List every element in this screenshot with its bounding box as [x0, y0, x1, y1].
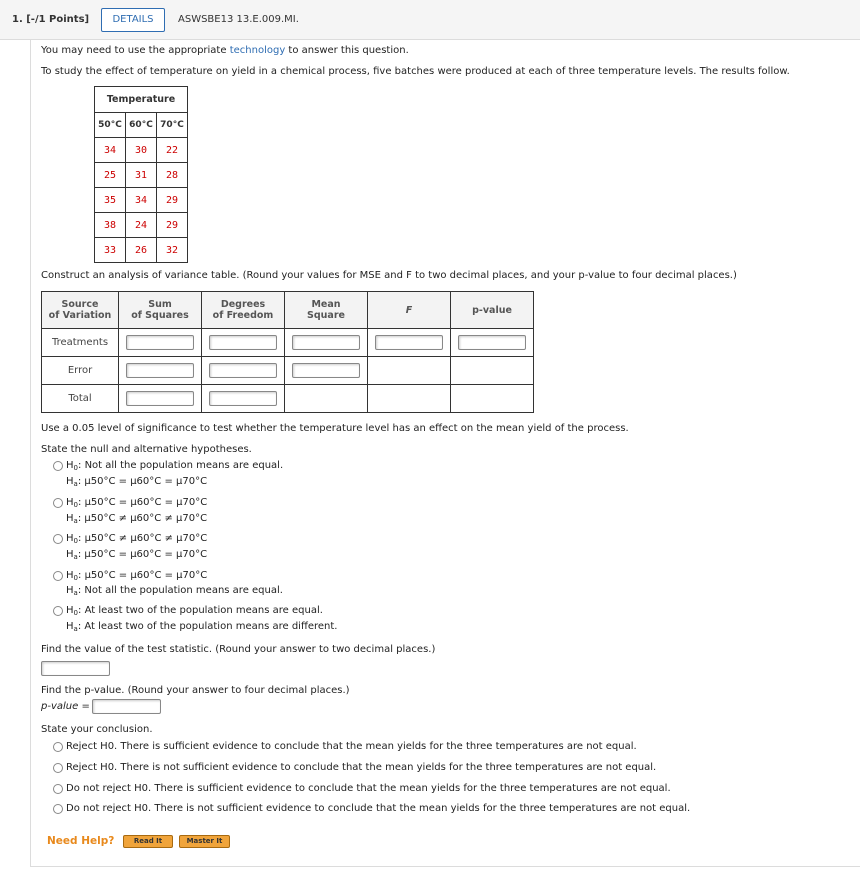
hypotheses-prompt: State the null and alternative hypotheses. [41, 444, 252, 455]
anova-instruction: Construct an analysis of variance table. (Round your values for MSE and F to two decimal places, and your p-value to four decimal places.) [41, 270, 737, 281]
anova-row-label: Total [42, 385, 119, 413]
question-header [0, 0, 860, 40]
temperature-title: Temperature [95, 87, 188, 113]
anova-cell [368, 329, 451, 357]
pvalue-input[interactable] [92, 699, 161, 714]
anova-cell [368, 385, 451, 413]
technology-link[interactable]: technology [229, 45, 286, 56]
anova-row-label: Error [42, 357, 119, 385]
pvalue-table-input[interactable] [458, 335, 526, 350]
temp-cell: 22 [157, 138, 188, 163]
anova-cell [119, 357, 202, 385]
conclusion-radio[interactable] [53, 804, 63, 814]
details-button[interactable]: DETAILS [101, 8, 165, 32]
hypothesis-h0: $H_0$: Not all the population means are equal. [66, 460, 284, 472]
anova-cell [285, 357, 368, 385]
hypothesis-h0: $H_0$: μ50°C = μ60°C = μ70°C [66, 497, 208, 509]
conclusion-option: Do not reject H0. There is not sufficient evidence to conclude that the mean yields for the three temperatures are not equal. [66, 803, 691, 814]
anova-cell [202, 329, 285, 357]
hypothesis-h0: $H_0$: μ50°C = μ60°C = μ70°C [66, 570, 208, 582]
temp-cell: 34 [126, 188, 157, 213]
conclusion-prompt: State your conclusion. [41, 724, 153, 735]
anova-header-df: Degrees of Freedom [202, 292, 285, 329]
read-it-button[interactable]: Read It [123, 835, 173, 848]
temp-cell: 26 [126, 238, 157, 263]
anova-cell [119, 329, 202, 357]
hypothesis-option-radio[interactable] [53, 571, 63, 581]
hypothesis-ha: $H_a$: μ50°C = μ60°C = μ70°C [66, 549, 208, 561]
conclusion-option: Reject H0. There is not sufficient evidence to conclude that the mean yields for the three temperatures are not equal. [66, 762, 657, 773]
temp-col-header: 70°C [157, 113, 188, 138]
anova-header-pvalue: p-value [451, 292, 534, 329]
anova-header-f: F [368, 292, 451, 329]
temp-cell: 28 [157, 163, 188, 188]
anova-table [41, 291, 534, 413]
anova-cell [202, 357, 285, 385]
pvalue-prompt: Find the p-value. (Round your answer to four decimal places.) [41, 685, 350, 696]
temp-cell: 24 [126, 213, 157, 238]
error-ss-input[interactable] [126, 363, 194, 378]
pvalue-label: p-value = [41, 701, 90, 712]
anova-header-ms: Mean Square [285, 292, 368, 329]
treatments-ms-input[interactable] [292, 335, 360, 350]
anova-header-source: Source of Variation [42, 292, 119, 329]
anova-cell [119, 385, 202, 413]
temp-cell: 35 [95, 188, 126, 213]
error-ms-input[interactable] [292, 363, 360, 378]
temp-col-header: 60°C [126, 113, 157, 138]
temp-cell: 29 [157, 188, 188, 213]
total-df-input[interactable] [209, 391, 277, 406]
temp-col-header: 50°C [95, 113, 126, 138]
anova-cell [368, 357, 451, 385]
question-points: 1. [-/1 Points] [12, 14, 90, 25]
conclusion-option: Do not reject H0. There is sufficient evidence to conclude that the mean yields for the three temperatures are not equal. [66, 783, 671, 794]
test-stat-input[interactable] [41, 661, 110, 676]
f-input[interactable] [375, 335, 443, 350]
temp-cell: 29 [157, 213, 188, 238]
anova-cell [451, 357, 534, 385]
study-description: To study the effect of temperature on yield in a chemical process, five batches were produced at each of three temperature levels. The results follow. [41, 66, 790, 77]
temp-cell: 38 [95, 213, 126, 238]
hypothesis-option-radio[interactable] [53, 606, 63, 616]
anova-cell [202, 385, 285, 413]
anova-row-label: Treatments [42, 329, 119, 357]
conclusion-radio[interactable] [53, 784, 63, 794]
temp-cell: 30 [126, 138, 157, 163]
need-help-label: Need Help? [47, 835, 115, 847]
hypothesis-option-radio[interactable] [53, 498, 63, 508]
treatments-ss-input[interactable] [126, 335, 194, 350]
test-stat-prompt: Find the value of the test statistic. (Round your answer to two decimal places.) [41, 644, 436, 655]
temp-cell: 31 [126, 163, 157, 188]
hypothesis-ha: $H_a$: μ50°C = μ60°C = μ70°C [66, 476, 208, 488]
hypothesis-option-radio[interactable] [53, 461, 63, 471]
error-df-input[interactable] [209, 363, 277, 378]
anova-cell [451, 329, 534, 357]
hypothesis-option-radio[interactable] [53, 534, 63, 544]
anova-cell [285, 385, 368, 413]
technology-note: You may need to use the appropriate technology to answer this question. [41, 45, 409, 56]
question-code: ASWSBE13 13.E.009.MI. [178, 14, 299, 25]
conclusion-option: Reject H0. There is sufficient evidence to conclude that the mean yields for the three temperatures are not equal. [66, 741, 637, 752]
anova-header-ss: Sum of Squares [119, 292, 202, 329]
treatments-df-input[interactable] [209, 335, 277, 350]
temp-cell: 25 [95, 163, 126, 188]
significance-text: Use a 0.05 level of significance to test whether the temperature level has an effect on the mean yield of the process. [41, 423, 629, 434]
temp-cell: 33 [95, 238, 126, 263]
hypothesis-h0: $H_0$: At least two of the population means are equal. [66, 605, 323, 617]
hypothesis-ha: $H_a$: At least two of the population means are different. [66, 621, 338, 633]
hypothesis-h0: $H_0$: μ50°C ≠ μ60°C ≠ μ70°C [66, 533, 208, 545]
hypothesis-ha: $H_a$: μ50°C ≠ μ60°C ≠ μ70°C [66, 513, 208, 525]
conclusion-radio[interactable] [53, 742, 63, 752]
anova-cell [451, 385, 534, 413]
total-ss-input[interactable] [126, 391, 194, 406]
temperature-table [94, 86, 188, 263]
master-it-button[interactable]: Master It [179, 835, 230, 848]
conclusion-radio[interactable] [53, 763, 63, 773]
temp-cell: 32 [157, 238, 188, 263]
hypothesis-ha: $H_a$: Not all the population means are equal. [66, 585, 283, 597]
anova-cell [285, 329, 368, 357]
question-body [30, 40, 860, 867]
temp-cell: 34 [95, 138, 126, 163]
